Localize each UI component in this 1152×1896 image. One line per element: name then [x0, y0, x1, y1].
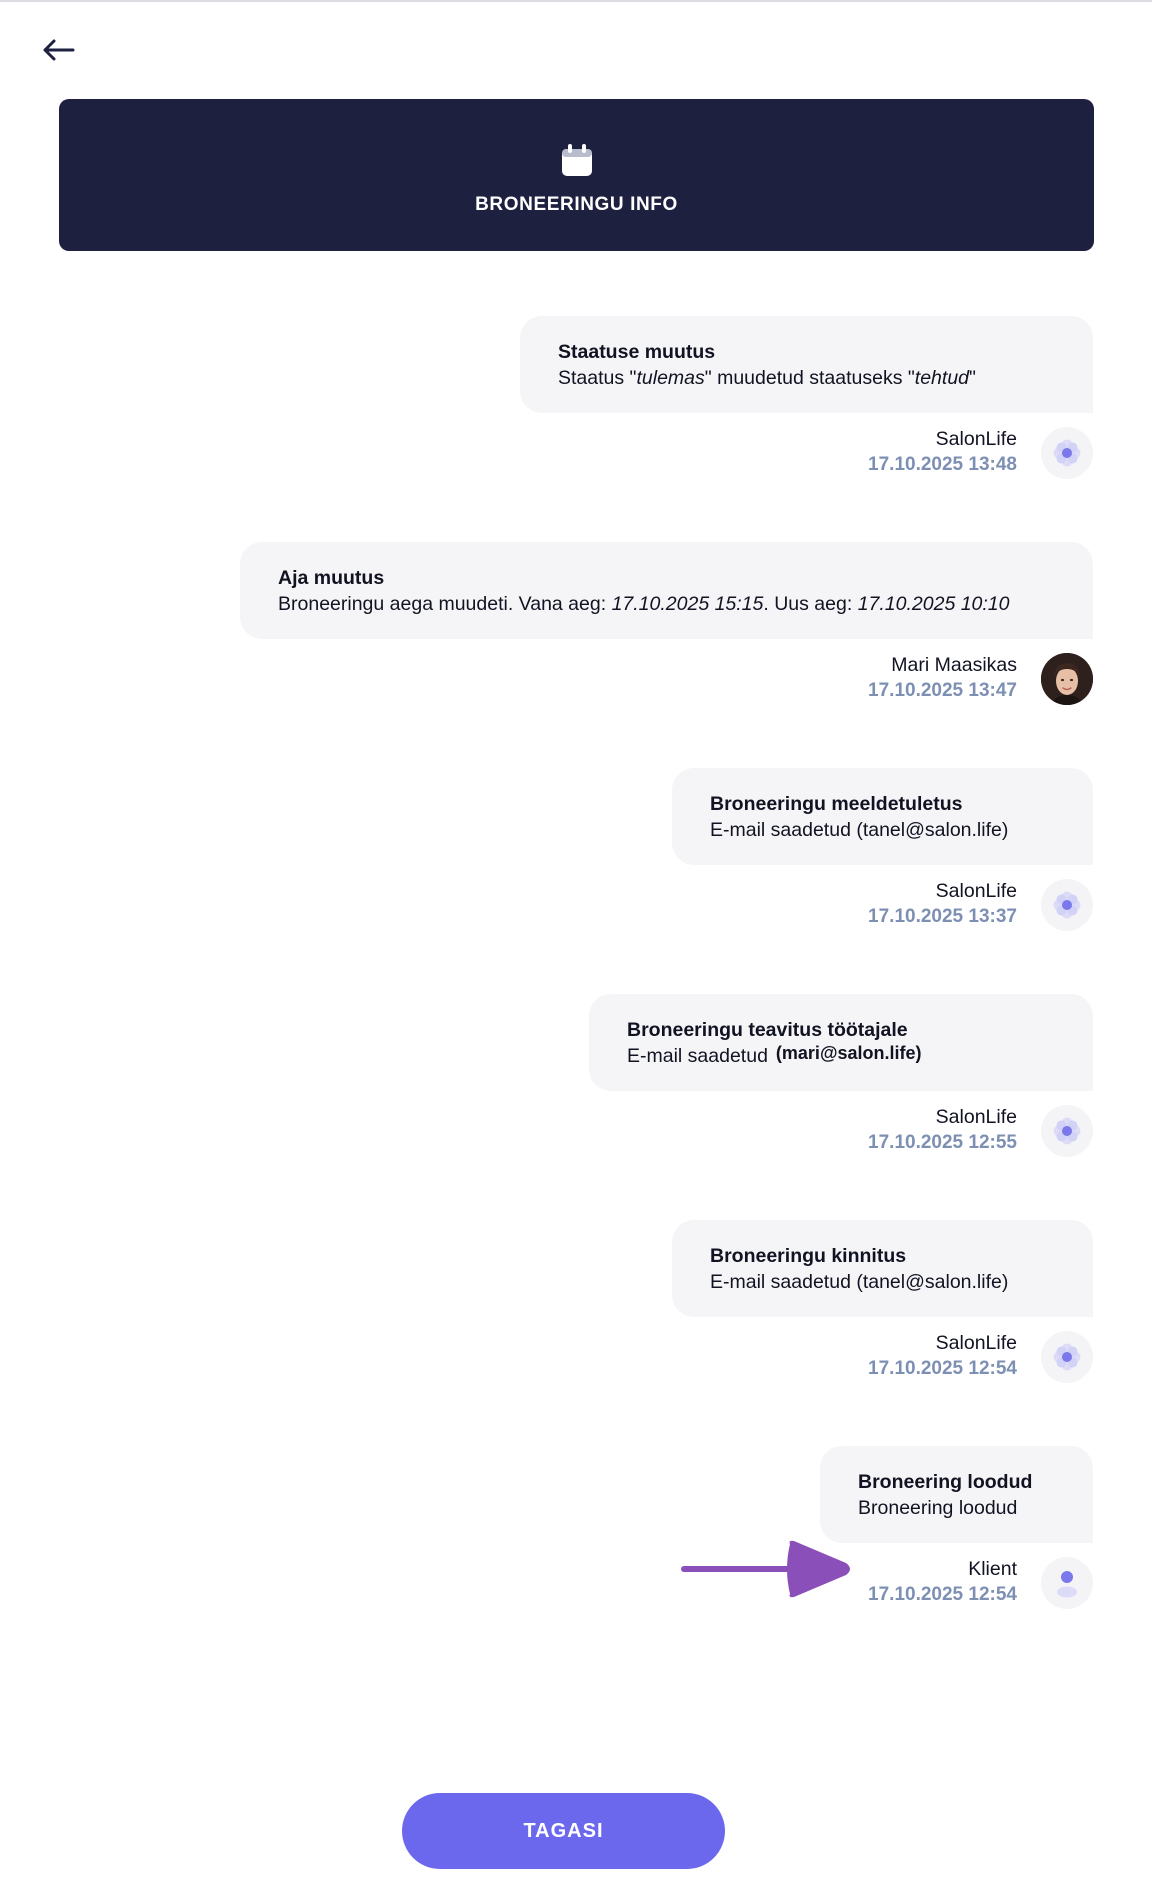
history-meta — [493, 1330, 1093, 1384]
history-message — [520, 316, 1093, 413]
history-timestamp: 17.10.2025 12:54 — [868, 1584, 1017, 1605]
history-entry — [493, 994, 1093, 1154]
history-meta — [493, 878, 1093, 932]
history-author: Mari Maasikas — [891, 654, 1017, 676]
history-timestamp: 17.10.2025 13:47 — [868, 680, 1017, 701]
back-button[interactable]: TAGASI — [402, 1793, 725, 1869]
history-timestamp: 17.10.2025 13:48 — [868, 454, 1017, 475]
person-icon — [1041, 1557, 1093, 1609]
history-meta — [493, 426, 1093, 480]
history-message — [672, 768, 1093, 865]
history-text: Broneering loodud — [858, 1497, 1018, 1519]
history-text: E-mail saadetud (mari@salon.life) — [627, 1043, 922, 1067]
history-message — [589, 994, 1093, 1091]
history-meta — [493, 652, 1093, 706]
history-entry — [493, 768, 1093, 928]
history-title: Broneering loodud — [858, 1471, 1033, 1493]
history-message — [820, 1446, 1093, 1543]
history-entry — [493, 1220, 1093, 1380]
history-title: Broneeringu meeldetuletus — [710, 793, 963, 815]
salonlife-logo-icon — [1041, 1105, 1093, 1157]
history-message — [672, 1220, 1093, 1317]
history-author: SalonLife — [935, 428, 1017, 450]
history-entry — [493, 316, 1093, 476]
page-title: BRONEERINGU INFO — [475, 194, 678, 215]
history-timestamp: 17.10.2025 12:55 — [868, 1132, 1017, 1153]
history-title: Staatuse muutus — [558, 341, 716, 363]
history-text: E-mail saadetud (tanel@salon.life) — [710, 819, 1009, 841]
annotation-arrow-icon — [680, 1538, 855, 1600]
history-title: Broneeringu teavitus töötajale — [627, 1019, 908, 1041]
history-meta — [493, 1104, 1093, 1158]
history-author: SalonLife — [935, 1332, 1017, 1354]
history-title: Broneeringu kinnitus — [710, 1245, 907, 1267]
history-message — [240, 542, 1093, 639]
salonlife-logo-icon — [1041, 879, 1093, 931]
history-author: SalonLife — [935, 880, 1017, 902]
salonlife-logo-icon — [1041, 427, 1093, 479]
history-text: Broneeringu aega muudeti. Vana aeg: 17.10.2025 15:15. Uus aeg: 17.10.2025 10:10 — [278, 593, 1010, 615]
history-timestamp: 17.10.2025 13:37 — [868, 906, 1017, 927]
salonlife-logo-icon — [1041, 1331, 1093, 1383]
history-author: SalonLife — [935, 1106, 1017, 1128]
history-email: (mari@salon.life) — [775, 1043, 922, 1063]
avatar — [1041, 653, 1093, 705]
history-text: E-mail saadetud (tanel@salon.life) — [710, 1271, 1009, 1293]
history-entry — [233, 542, 1093, 702]
history-title: Aja muutus — [278, 567, 385, 589]
history-author: Klient — [968, 1558, 1017, 1580]
history-text: Staatus "tulemas" muudetud staatuseks "tehtud" — [558, 367, 976, 389]
history-timestamp: 17.10.2025 12:54 — [868, 1358, 1017, 1379]
